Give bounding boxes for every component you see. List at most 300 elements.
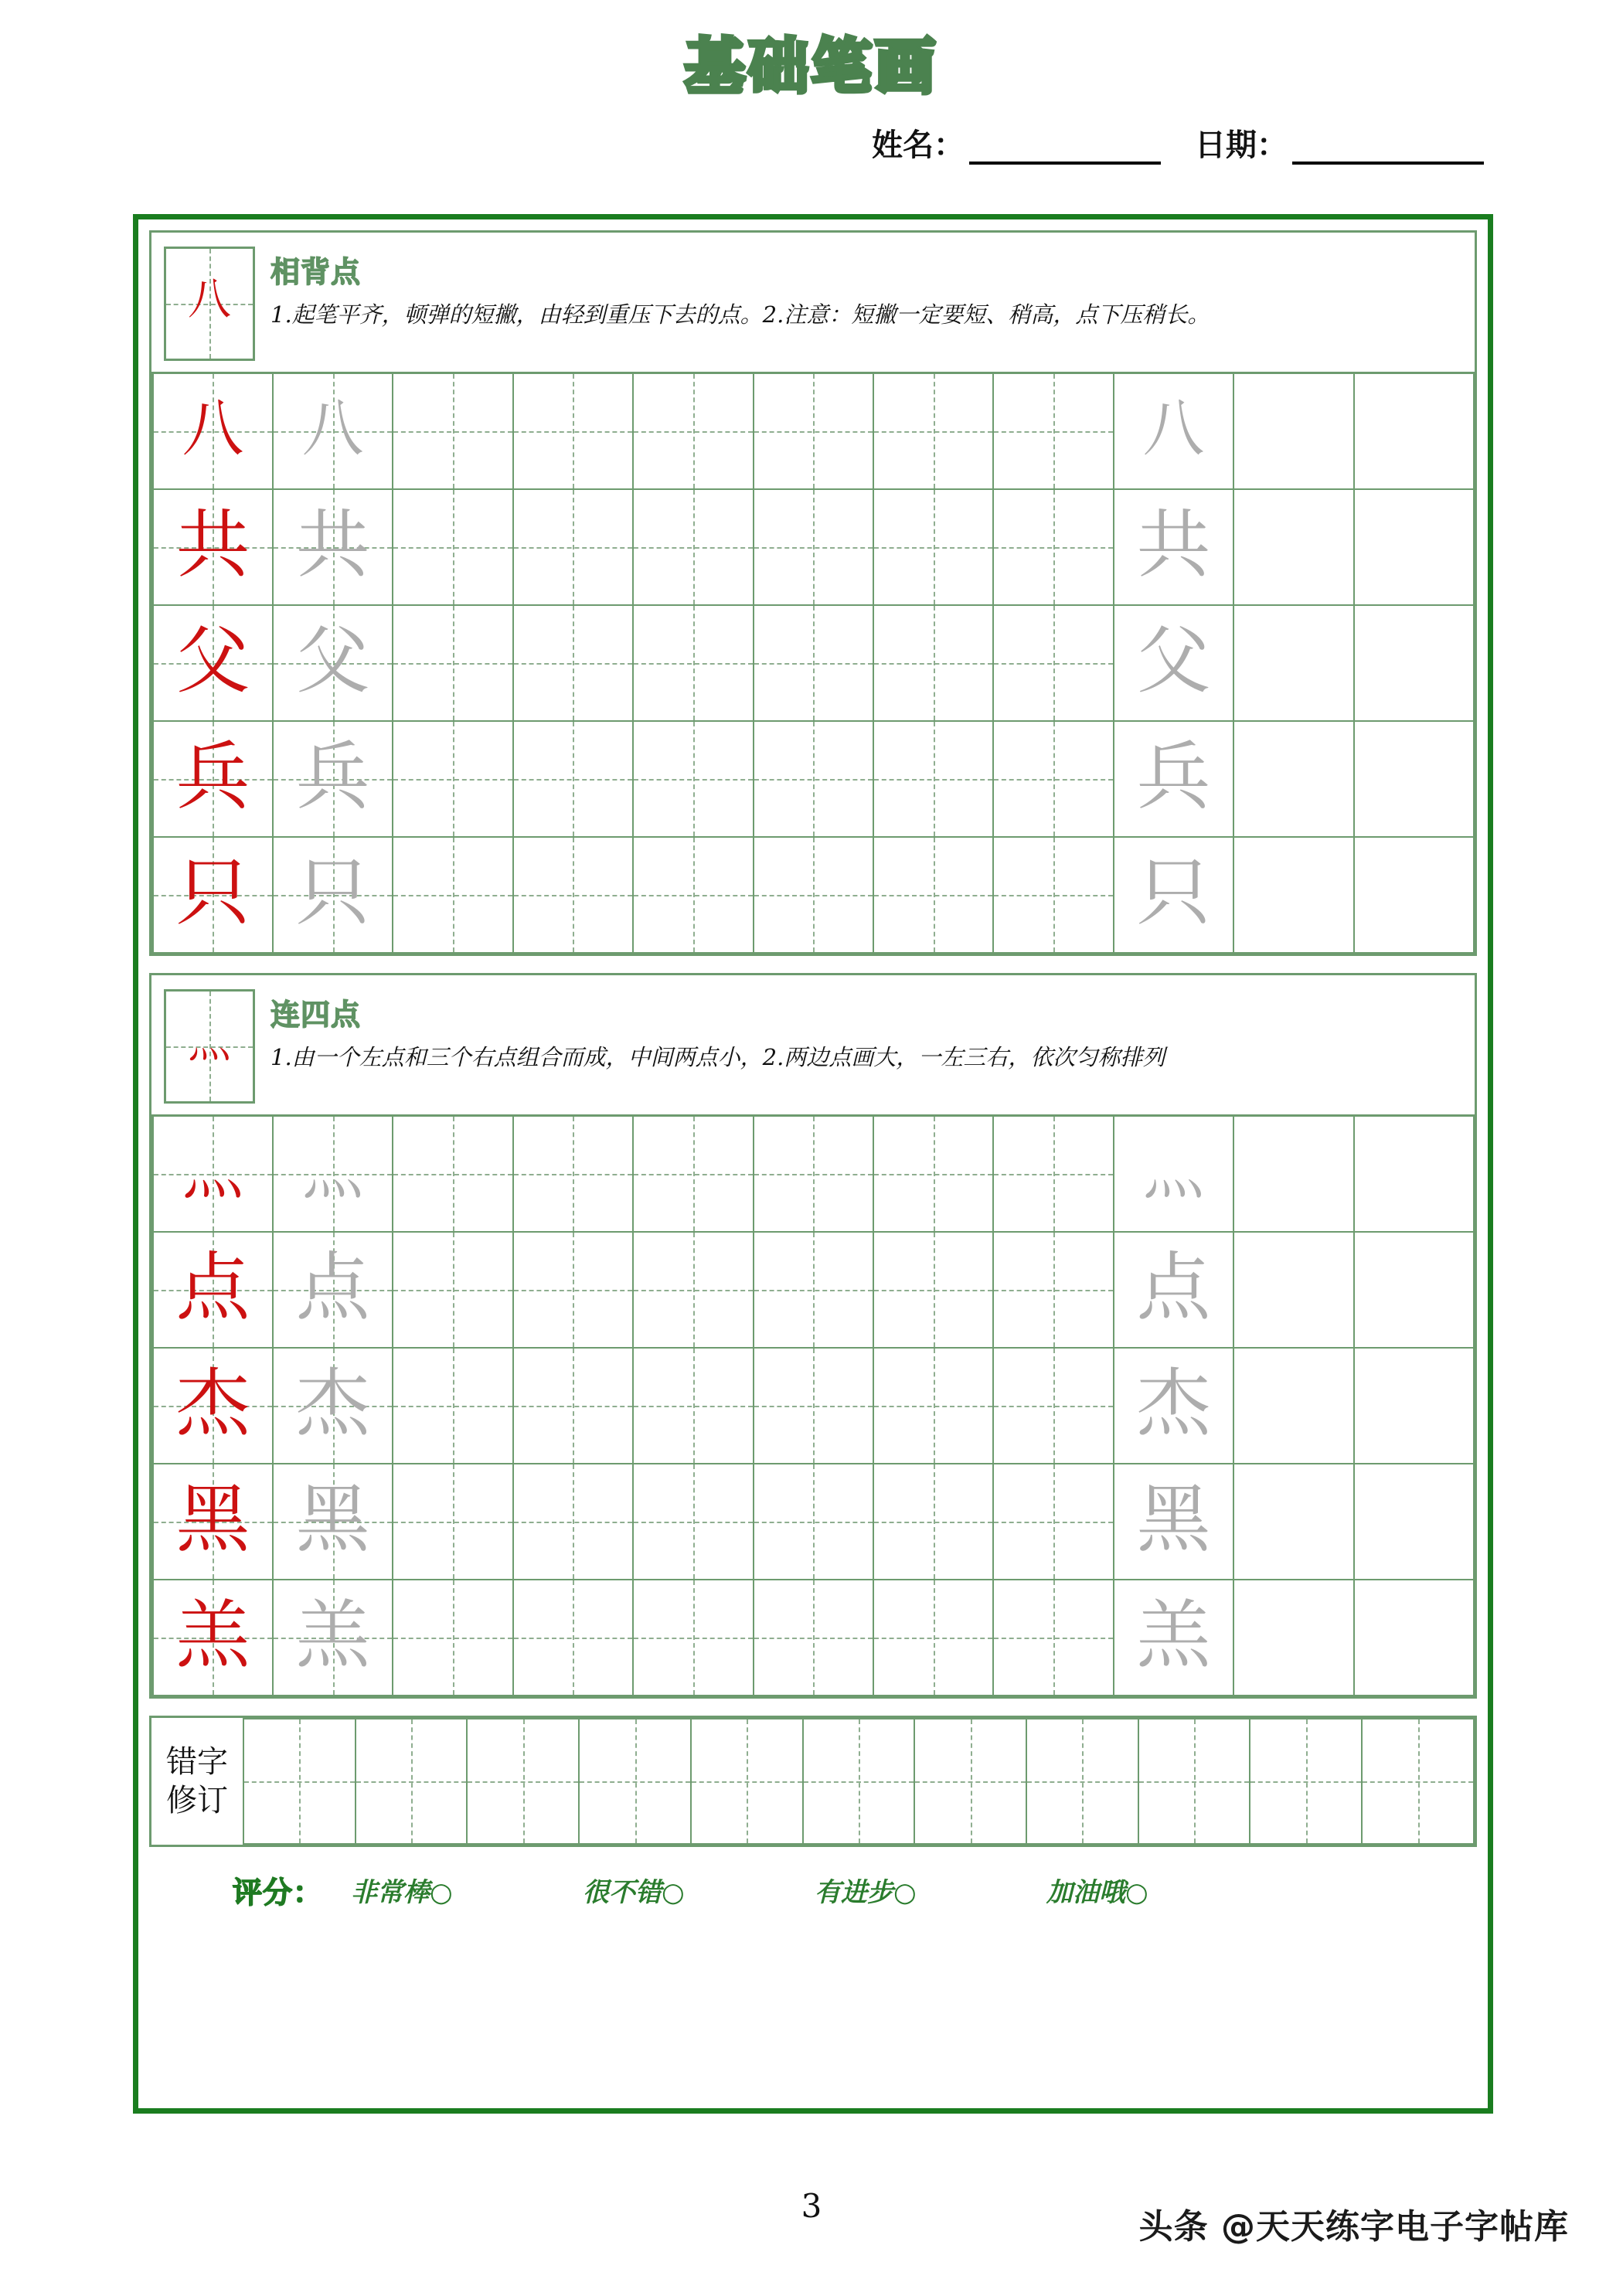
rating-row bbox=[149, 1858, 1477, 1919]
cell-horizontal-guide bbox=[994, 1638, 1112, 1639]
practice-cell[interactable] bbox=[633, 1116, 753, 1233]
cell-guides bbox=[514, 722, 632, 836]
cell-horizontal-guide bbox=[754, 1174, 873, 1175]
stroke-section bbox=[149, 230, 1477, 956]
practice-cell[interactable] bbox=[153, 721, 273, 837]
trace-character: 杰 bbox=[295, 1360, 370, 1447]
cell-guides bbox=[468, 1719, 578, 1843]
practice-cell[interactable] bbox=[754, 1348, 873, 1464]
practice-cell[interactable] bbox=[1233, 1464, 1353, 1580]
name-input[interactable] bbox=[969, 135, 1161, 165]
section-description: 1.由一个左点和三个右点组合而成，中间两点小，2.两边点画大，一左三右，依次匀称排列 bbox=[270, 1044, 1165, 1070]
cell-horizontal-guide bbox=[244, 1781, 355, 1783]
cell-guides bbox=[754, 1349, 873, 1463]
correction-label-line2: 修订 bbox=[166, 1783, 228, 1818]
trace-character: 只 bbox=[1136, 849, 1211, 936]
trace-character: 八 bbox=[301, 393, 364, 464]
cell-guides bbox=[754, 490, 873, 604]
model-character: 兵 bbox=[175, 733, 250, 820]
cell-guides bbox=[874, 1464, 992, 1579]
practice-cell[interactable] bbox=[393, 837, 512, 953]
cell-horizontal-guide bbox=[804, 1781, 914, 1783]
practice-cell[interactable] bbox=[1114, 837, 1233, 953]
correction-cell[interactable] bbox=[803, 1719, 915, 1844]
trace-character: 父 bbox=[1136, 617, 1211, 704]
cell-guides bbox=[692, 1719, 802, 1843]
model-character: 只 bbox=[175, 849, 250, 936]
trace-character: 点 bbox=[295, 1244, 370, 1331]
trace-character: 八 bbox=[1142, 393, 1205, 464]
cell-guides bbox=[514, 490, 632, 604]
cell-guides bbox=[393, 374, 512, 488]
practice-row bbox=[153, 1232, 1475, 1348]
practice-cell[interactable] bbox=[513, 1348, 633, 1464]
model-character: 羔 bbox=[175, 1592, 250, 1679]
cell-horizontal-guide bbox=[874, 1174, 992, 1175]
practice-cell[interactable] bbox=[633, 1580, 753, 1696]
cell-guides bbox=[356, 1719, 467, 1843]
practice-cell[interactable] bbox=[633, 373, 753, 490]
practice-cell[interactable] bbox=[273, 1232, 393, 1348]
trace-character: 羔 bbox=[1136, 1592, 1211, 1679]
practice-cell[interactable] bbox=[1233, 1348, 1353, 1464]
practice-cell[interactable] bbox=[1114, 489, 1233, 605]
practice-cell[interactable] bbox=[1354, 837, 1474, 953]
practice-cell[interactable] bbox=[1233, 373, 1353, 490]
cell-guides bbox=[754, 722, 873, 836]
trace-character: 兵 bbox=[1136, 733, 1211, 820]
cell-guides bbox=[915, 1719, 1026, 1843]
cell-horizontal-guide bbox=[634, 1290, 752, 1291]
practice-cell[interactable] bbox=[393, 489, 512, 605]
practice-cell[interactable] bbox=[754, 721, 873, 837]
practice-cell[interactable] bbox=[873, 373, 993, 490]
practice-cell[interactable] bbox=[633, 837, 753, 953]
cell-horizontal-guide bbox=[393, 895, 512, 896]
cell-guides bbox=[393, 722, 512, 836]
cell-guides bbox=[393, 1117, 512, 1231]
practice-cell[interactable] bbox=[993, 721, 1113, 837]
model-character: 父 bbox=[175, 617, 250, 704]
practice-cell[interactable] bbox=[1233, 489, 1353, 605]
stroke-preview-box bbox=[164, 247, 255, 361]
practice-cell[interactable] bbox=[873, 1116, 993, 1233]
practice-row bbox=[153, 1348, 1475, 1464]
cell-guides bbox=[994, 1349, 1112, 1463]
rating-option-label: 有进步 bbox=[815, 1877, 894, 1908]
correction-cell[interactable] bbox=[914, 1719, 1026, 1844]
practice-cell[interactable] bbox=[993, 1464, 1113, 1580]
practice-cell[interactable] bbox=[993, 837, 1113, 953]
practice-cell[interactable] bbox=[153, 373, 273, 490]
cell-horizontal-guide bbox=[634, 779, 752, 781]
practice-cell[interactable] bbox=[273, 1116, 393, 1233]
cell-guides bbox=[1363, 1719, 1473, 1843]
practice-cell[interactable] bbox=[153, 1232, 273, 1348]
practice-cell[interactable] bbox=[1114, 1348, 1233, 1464]
cell-guides bbox=[754, 838, 873, 952]
practice-row bbox=[153, 837, 1475, 953]
stroke-preview-box bbox=[164, 989, 255, 1104]
practice-cell[interactable] bbox=[754, 1464, 873, 1580]
cell-horizontal-guide bbox=[994, 1290, 1112, 1291]
cell-guides bbox=[874, 1349, 992, 1463]
practice-cell[interactable] bbox=[754, 1116, 873, 1233]
cell-horizontal-guide bbox=[994, 895, 1112, 896]
cell-horizontal-guide bbox=[393, 547, 512, 549]
correction-cell[interactable] bbox=[467, 1719, 579, 1844]
cell-guides bbox=[1027, 1719, 1138, 1843]
rating-option-circle[interactable]: ○ bbox=[662, 1877, 685, 1908]
cell-horizontal-guide bbox=[634, 1174, 752, 1175]
date-label: 日期： bbox=[1195, 128, 1288, 163]
cell-horizontal-guide bbox=[634, 663, 752, 665]
rating-option-circle[interactable]: ○ bbox=[893, 1877, 917, 1908]
practice-cell[interactable] bbox=[1354, 489, 1474, 605]
trace-character: 点 bbox=[1136, 1244, 1211, 1331]
practice-cell[interactable] bbox=[153, 1116, 273, 1233]
practice-cell[interactable] bbox=[513, 837, 633, 953]
practice-cell[interactable] bbox=[754, 489, 873, 605]
section-name: 连四点 bbox=[270, 998, 362, 1032]
rating-option-circle[interactable]: ○ bbox=[430, 1877, 453, 1908]
practice-cell[interactable] bbox=[754, 605, 873, 721]
cell-horizontal-guide bbox=[514, 1522, 632, 1523]
cell-horizontal-guide bbox=[634, 1522, 752, 1523]
practice-cell[interactable] bbox=[393, 1116, 512, 1233]
practice-cell[interactable] bbox=[513, 373, 633, 490]
practice-cell[interactable] bbox=[1233, 1116, 1353, 1233]
cell-guides bbox=[634, 1233, 752, 1347]
practice-cell[interactable] bbox=[273, 1348, 393, 1464]
date-field-group bbox=[1195, 121, 1484, 165]
cell-horizontal-guide bbox=[915, 1781, 1026, 1783]
cell-guides bbox=[874, 1233, 992, 1347]
worksheet-frame bbox=[133, 214, 1493, 2114]
cell-guides bbox=[1139, 1719, 1250, 1843]
rating-option[interactable] bbox=[351, 1871, 583, 1909]
practice-cell[interactable] bbox=[993, 489, 1113, 605]
practice-cell[interactable] bbox=[153, 1348, 273, 1464]
correction-cell[interactable] bbox=[243, 1719, 356, 1844]
cell-guides bbox=[994, 374, 1112, 488]
cell-horizontal-guide bbox=[1027, 1781, 1138, 1783]
cell-guides bbox=[754, 606, 873, 720]
cell-horizontal-guide bbox=[874, 779, 992, 781]
cell-horizontal-guide bbox=[393, 1638, 512, 1639]
cell-guides bbox=[994, 1580, 1112, 1695]
cell-horizontal-guide bbox=[514, 1290, 632, 1291]
practice-cell[interactable] bbox=[1114, 1464, 1233, 1580]
practice-cell[interactable] bbox=[153, 1464, 273, 1580]
practice-cell[interactable] bbox=[273, 1464, 393, 1580]
trace-character: 黑 bbox=[295, 1476, 370, 1563]
practice-cell[interactable] bbox=[993, 1348, 1113, 1464]
cell-horizontal-guide bbox=[356, 1781, 467, 1783]
practice-cell[interactable] bbox=[273, 605, 393, 721]
practice-row bbox=[153, 1580, 1475, 1696]
practice-cell[interactable] bbox=[393, 1464, 512, 1580]
cell-horizontal-guide bbox=[393, 1522, 512, 1523]
cell-guides bbox=[393, 606, 512, 720]
practice-cell[interactable] bbox=[1233, 1580, 1353, 1696]
cell-horizontal-guide bbox=[874, 663, 992, 665]
cell-horizontal-guide bbox=[754, 895, 873, 896]
practice-grid bbox=[151, 372, 1475, 954]
model-character: 灬 bbox=[182, 1135, 244, 1207]
cell-guides bbox=[514, 374, 632, 488]
practice-cell[interactable] bbox=[393, 1348, 512, 1464]
practice-cell[interactable] bbox=[513, 489, 633, 605]
section-text bbox=[270, 989, 1462, 1073]
practice-cell[interactable] bbox=[1114, 721, 1233, 837]
practice-cell[interactable] bbox=[754, 373, 873, 490]
cell-horizontal-guide bbox=[634, 1406, 752, 1407]
cell-guides bbox=[994, 1464, 1112, 1579]
model-character: 黑 bbox=[175, 1476, 250, 1563]
practice-cell[interactable] bbox=[993, 1580, 1113, 1696]
cell-guides bbox=[1250, 1719, 1361, 1843]
practice-cell[interactable] bbox=[1354, 1580, 1474, 1696]
practice-cell[interactable] bbox=[1354, 605, 1474, 721]
practice-cell[interactable] bbox=[153, 489, 273, 605]
cell-guides bbox=[393, 1580, 512, 1695]
cell-horizontal-guide bbox=[514, 779, 632, 781]
practice-cell[interactable] bbox=[1354, 373, 1474, 490]
cell-guides bbox=[874, 1580, 992, 1695]
practice-cell[interactable] bbox=[1354, 721, 1474, 837]
practice-cell[interactable] bbox=[754, 1580, 873, 1696]
practice-cell[interactable] bbox=[393, 721, 512, 837]
trace-character: 杰 bbox=[1136, 1360, 1211, 1447]
cell-horizontal-guide bbox=[994, 431, 1112, 433]
model-character: 共 bbox=[175, 502, 250, 588]
cell-horizontal-guide bbox=[994, 1174, 1112, 1175]
page-header bbox=[0, 0, 1623, 165]
cell-horizontal-guide bbox=[754, 663, 873, 665]
cell-guides bbox=[634, 1464, 752, 1579]
cell-horizontal-guide bbox=[468, 1781, 578, 1783]
correction-cell[interactable] bbox=[579, 1719, 691, 1844]
correction-cell[interactable] bbox=[1026, 1719, 1138, 1844]
practice-cell[interactable] bbox=[273, 373, 393, 490]
cell-horizontal-guide bbox=[754, 1522, 873, 1523]
rating-option-circle[interactable]: ○ bbox=[1125, 1877, 1148, 1908]
practice-cell[interactable] bbox=[993, 373, 1113, 490]
cell-guides bbox=[514, 1233, 632, 1347]
practice-cell[interactable] bbox=[1114, 605, 1233, 721]
correction-cell[interactable] bbox=[356, 1719, 468, 1844]
stroke-section bbox=[149, 973, 1477, 1699]
name-date-row bbox=[0, 121, 1623, 165]
trace-character: 灬 bbox=[301, 1135, 364, 1207]
practice-cell[interactable] bbox=[633, 1232, 753, 1348]
cell-horizontal-guide bbox=[874, 431, 992, 433]
cell-guides bbox=[994, 722, 1112, 836]
model-character: 点 bbox=[175, 1244, 250, 1331]
practice-cell[interactable] bbox=[393, 373, 512, 490]
rating-option[interactable] bbox=[1046, 1871, 1278, 1909]
practice-cell[interactable] bbox=[1233, 721, 1353, 837]
cell-horizontal-guide bbox=[754, 547, 873, 549]
cell-horizontal-guide bbox=[580, 1781, 690, 1783]
cell-guides bbox=[754, 1464, 873, 1579]
cell-horizontal-guide bbox=[634, 1638, 752, 1639]
practice-cell[interactable] bbox=[393, 1232, 512, 1348]
practice-cell[interactable] bbox=[513, 605, 633, 721]
practice-cell[interactable] bbox=[513, 1464, 633, 1580]
cell-horizontal-guide bbox=[692, 1781, 802, 1783]
practice-cell[interactable] bbox=[873, 837, 993, 953]
practice-cell[interactable] bbox=[513, 1232, 633, 1348]
cell-guides bbox=[393, 490, 512, 604]
practice-cell[interactable] bbox=[513, 1116, 633, 1233]
practice-cell[interactable] bbox=[633, 721, 753, 837]
cell-horizontal-guide bbox=[874, 1522, 992, 1523]
practice-cell[interactable] bbox=[633, 1348, 753, 1464]
practice-cell[interactable] bbox=[873, 605, 993, 721]
cell-horizontal-guide bbox=[393, 431, 512, 433]
practice-cell[interactable] bbox=[273, 837, 393, 953]
cell-guides bbox=[634, 1349, 752, 1463]
cell-horizontal-guide bbox=[634, 431, 752, 433]
practice-cell[interactable] bbox=[1354, 1464, 1474, 1580]
practice-cell[interactable] bbox=[513, 1580, 633, 1696]
model-character: 八 bbox=[182, 393, 244, 464]
practice-cell[interactable] bbox=[873, 1232, 993, 1348]
cell-guides bbox=[634, 374, 752, 488]
rating-option[interactable] bbox=[583, 1871, 815, 1909]
practice-cell[interactable] bbox=[273, 721, 393, 837]
practice-cell[interactable] bbox=[273, 489, 393, 605]
practice-cell[interactable] bbox=[1354, 1232, 1474, 1348]
practice-row bbox=[153, 1116, 1475, 1233]
cell-horizontal-guide bbox=[754, 431, 873, 433]
practice-cell[interactable] bbox=[1354, 1348, 1474, 1464]
cell-guides bbox=[244, 1719, 355, 1843]
cell-guides bbox=[514, 1349, 632, 1463]
stroke-preview-glyph: 灬 bbox=[188, 1017, 231, 1068]
trace-character: 灬 bbox=[1142, 1135, 1205, 1207]
practice-cell[interactable] bbox=[873, 1464, 993, 1580]
practice-cell[interactable] bbox=[513, 721, 633, 837]
practice-cell[interactable] bbox=[1114, 1580, 1233, 1696]
cell-horizontal-guide bbox=[994, 663, 1112, 665]
cell-horizontal-guide bbox=[514, 895, 632, 896]
cell-guides bbox=[514, 1580, 632, 1695]
cell-guides bbox=[514, 606, 632, 720]
practice-cell[interactable] bbox=[1354, 1116, 1474, 1233]
name-label: 姓名： bbox=[872, 128, 965, 163]
rating-options bbox=[351, 1871, 1278, 1909]
correction-cell[interactable] bbox=[1362, 1719, 1474, 1844]
worksheet-content bbox=[138, 219, 1488, 2108]
trace-character: 黑 bbox=[1136, 1476, 1211, 1563]
cell-guides bbox=[804, 1719, 914, 1843]
cell-guides bbox=[874, 722, 992, 836]
section-header bbox=[151, 975, 1475, 1114]
cell-guides bbox=[634, 838, 752, 952]
rating-option[interactable] bbox=[815, 1871, 1046, 1909]
cell-horizontal-guide bbox=[994, 1406, 1112, 1407]
cell-horizontal-guide bbox=[514, 1174, 632, 1175]
cell-guides bbox=[754, 1233, 873, 1347]
practice-cell[interactable] bbox=[754, 837, 873, 953]
cell-horizontal-guide bbox=[634, 547, 752, 549]
practice-cell[interactable] bbox=[633, 605, 753, 721]
practice-grid bbox=[151, 1114, 1475, 1696]
stroke-sections bbox=[149, 230, 1477, 1716]
practice-cell[interactable] bbox=[1233, 605, 1353, 721]
practice-cell[interactable] bbox=[873, 1348, 993, 1464]
cell-guides bbox=[393, 1349, 512, 1463]
practice-cell[interactable] bbox=[153, 605, 273, 721]
practice-cell[interactable] bbox=[153, 837, 273, 953]
practice-cell[interactable] bbox=[873, 721, 993, 837]
practice-row bbox=[153, 1464, 1475, 1580]
section-header bbox=[151, 233, 1475, 372]
practice-cell[interactable] bbox=[273, 1580, 393, 1696]
cell-horizontal-guide bbox=[754, 1638, 873, 1639]
practice-cell[interactable] bbox=[1233, 837, 1353, 953]
cell-horizontal-guide bbox=[1139, 1781, 1250, 1783]
practice-cell[interactable] bbox=[153, 1580, 273, 1696]
practice-cell[interactable] bbox=[1233, 1232, 1353, 1348]
cell-guides bbox=[994, 838, 1112, 952]
practice-cell[interactable] bbox=[873, 1580, 993, 1696]
practice-cell[interactable] bbox=[873, 489, 993, 605]
practice-cell[interactable] bbox=[393, 1580, 512, 1696]
model-character: 杰 bbox=[175, 1360, 250, 1447]
cell-guides bbox=[994, 1117, 1112, 1231]
date-input[interactable] bbox=[1292, 135, 1484, 165]
cell-guides bbox=[634, 722, 752, 836]
stroke-preview-glyph: 八 bbox=[188, 274, 231, 325]
cell-horizontal-guide bbox=[874, 547, 992, 549]
practice-cell[interactable] bbox=[993, 605, 1113, 721]
cell-horizontal-guide bbox=[514, 431, 632, 433]
practice-row bbox=[153, 373, 1475, 490]
trace-character: 共 bbox=[1136, 502, 1211, 588]
trace-character: 兵 bbox=[295, 733, 370, 820]
cell-guides bbox=[874, 838, 992, 952]
correction-cell[interactable] bbox=[1138, 1719, 1250, 1844]
correction-cell[interactable] bbox=[691, 1719, 803, 1844]
cell-guides bbox=[634, 490, 752, 604]
cell-horizontal-guide bbox=[874, 1290, 992, 1291]
cell-horizontal-guide bbox=[514, 663, 632, 665]
cell-guides bbox=[874, 490, 992, 604]
correction-cell[interactable] bbox=[1250, 1719, 1362, 1844]
practice-cell[interactable] bbox=[754, 1232, 873, 1348]
practice-cell[interactable] bbox=[993, 1232, 1113, 1348]
rating-title: 评分： bbox=[233, 1876, 324, 1910]
trace-character: 羔 bbox=[295, 1592, 370, 1679]
cell-horizontal-guide bbox=[994, 1522, 1112, 1523]
practice-cell[interactable] bbox=[1114, 373, 1233, 490]
practice-cell[interactable] bbox=[1114, 1116, 1233, 1233]
cell-guides bbox=[393, 838, 512, 952]
practice-cell[interactable] bbox=[393, 605, 512, 721]
practice-cell[interactable] bbox=[1114, 1232, 1233, 1348]
practice-cell[interactable] bbox=[633, 489, 753, 605]
correction-table bbox=[151, 1718, 1475, 1845]
correction-block bbox=[149, 1716, 1477, 1847]
practice-cell[interactable] bbox=[633, 1464, 753, 1580]
practice-cell[interactable] bbox=[993, 1116, 1113, 1233]
cell-guides bbox=[874, 374, 992, 488]
trace-character: 只 bbox=[295, 849, 370, 936]
